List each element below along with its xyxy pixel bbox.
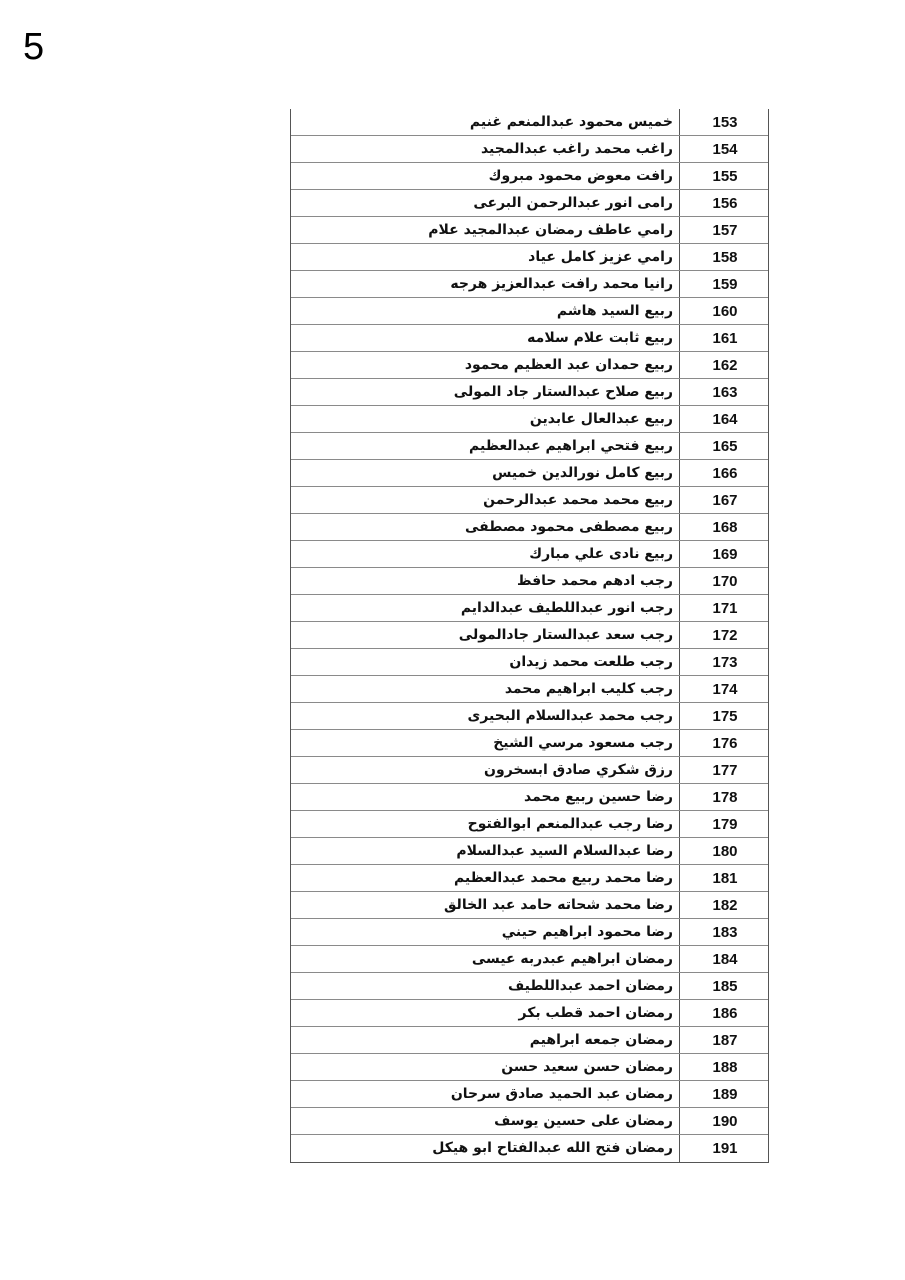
page-number: 5 <box>23 26 45 68</box>
table-row <box>291 973 768 1000</box>
serial-number-cell: 159 <box>712 276 738 293</box>
table-row <box>291 568 768 595</box>
table-row <box>291 541 768 568</box>
serial-number-cell: 190 <box>712 1113 738 1130</box>
name-cell: رمضان ابراهيم عبدربه عيسى <box>291 946 680 972</box>
name-cell: رضا رجب عبدالمنعم ابوالفتوح <box>291 811 680 837</box>
table-row <box>291 379 768 406</box>
serial-number-cell: 166 <box>712 465 738 482</box>
serial-number-cell: 164 <box>712 411 738 428</box>
serial-number-cell: 179 <box>712 816 738 833</box>
serial-number-cell: 153 <box>712 114 738 131</box>
table-row <box>291 1135 768 1162</box>
name-cell: رمضان فتح الله عبدالفتاح ابو هيكل <box>291 1135 680 1162</box>
table-row <box>291 298 768 325</box>
name-cell: رمضان عبد الحميد صادق سرحان <box>291 1081 680 1107</box>
name-cell: ربيع حمدان عبد العظيم محمود <box>291 352 680 378</box>
name-cell: رضا محمود ابراهيم حيني <box>291 919 680 945</box>
name-cell: رمضان احمد عبداللطيف <box>291 973 680 999</box>
serial-number-cell: 162 <box>712 357 738 374</box>
name-cell: رزق شكري صادق ابسخرون <box>291 757 680 783</box>
table-row <box>291 703 768 730</box>
serial-number-cell: 168 <box>712 519 738 536</box>
table-row <box>291 1108 768 1135</box>
serial-number-cell: 183 <box>712 924 738 941</box>
table-row <box>291 244 768 271</box>
name-cell: رجب محمد عبدالسلام البحيرى <box>291 703 680 729</box>
name-cell: رجب مسعود مرسي الشيخ <box>291 730 680 756</box>
serial-number-cell: 188 <box>712 1059 738 1076</box>
table-row <box>291 190 768 217</box>
serial-number-cell: 189 <box>712 1086 738 1103</box>
table-row <box>291 1027 768 1054</box>
serial-number-cell: 182 <box>712 897 738 914</box>
table-row <box>291 406 768 433</box>
serial-number-cell: 172 <box>712 627 738 644</box>
serial-number-cell: 160 <box>712 303 738 320</box>
table-row <box>291 784 768 811</box>
serial-number-cell: 171 <box>712 600 738 617</box>
name-cell: رضا حسين ربيع محمد <box>291 784 680 810</box>
table-row <box>291 1081 768 1108</box>
name-cell: ربيع محمد محمد عبدالرحمن <box>291 487 680 513</box>
serial-number-cell: 173 <box>712 654 738 671</box>
name-cell: ربيع عبدالعال عابدين <box>291 406 680 432</box>
serial-number-cell: 156 <box>712 195 738 212</box>
serial-number-cell: 170 <box>712 573 738 590</box>
name-cell: رجب سعد عبدالستار جادالمولى <box>291 622 680 648</box>
table-row <box>291 676 768 703</box>
name-cell: ربيع كامل نورالدين خميس <box>291 460 680 486</box>
name-cell: رجب كليب ابراهيم محمد <box>291 676 680 702</box>
name-cell: ربيع نادى علي مبارك <box>291 541 680 567</box>
name-cell: ربيع ثابت علام سلامه <box>291 325 680 351</box>
serial-number-cell: 154 <box>712 141 738 158</box>
serial-number-cell: 157 <box>712 222 738 239</box>
table-row <box>291 487 768 514</box>
name-cell: رمضان جمعه ابراهيم <box>291 1027 680 1053</box>
table-row <box>291 757 768 784</box>
name-cell: ربيع السيد هاشم <box>291 298 680 324</box>
name-cell: رضا محمد شحاته حامد عبد الخالق <box>291 892 680 918</box>
serial-number-cell: 161 <box>712 330 738 347</box>
serial-number-cell: 174 <box>712 681 738 698</box>
serial-number-cell: 185 <box>712 978 738 995</box>
name-cell: رجب طلعت محمد زيدان <box>291 649 680 675</box>
name-cell: رضا عبدالسلام السيد عبدالسلام <box>291 838 680 864</box>
name-cell: ربيع صلاح عبدالستار جاد المولى <box>291 379 680 405</box>
name-cell: رضا محمد ربيع محمد عبدالعظيم <box>291 865 680 891</box>
name-cell: خميس محمود عبدالمنعم غنيم <box>291 109 680 135</box>
name-cell: رامي عزيز كامل عياد <box>291 244 680 270</box>
serial-number-cell: 155 <box>712 168 738 185</box>
serial-number-cell: 165 <box>712 438 738 455</box>
serial-number-cell: 184 <box>712 951 738 968</box>
table-row <box>291 649 768 676</box>
table-row <box>291 838 768 865</box>
serial-number-cell: 180 <box>712 843 738 860</box>
serial-number-cell: 191 <box>712 1140 738 1157</box>
table-row <box>291 136 768 163</box>
name-cell: رجب ادهم محمد حافظ <box>291 568 680 594</box>
table-row <box>291 325 768 352</box>
table-row <box>291 919 768 946</box>
serial-number-cell: 163 <box>712 384 738 401</box>
table-row <box>291 946 768 973</box>
table-row <box>291 352 768 379</box>
serial-number-cell: 175 <box>712 708 738 725</box>
serial-number-cell: 169 <box>712 546 738 563</box>
name-cell: رجب انور عبداللطيف عبدالدايم <box>291 595 680 621</box>
name-cell: رانيا محمد رافت عبدالعزيز هرجه <box>291 271 680 297</box>
name-cell: راغب محمد راغب عبدالمجيد <box>291 136 680 162</box>
table-row <box>291 730 768 757</box>
table-row <box>291 433 768 460</box>
table-row <box>291 460 768 487</box>
serial-number-cell: 177 <box>712 762 738 779</box>
name-cell: ربيع مصطفى محمود مصطفى <box>291 514 680 540</box>
table-row <box>291 514 768 541</box>
name-cell: رمضان احمد قطب بكر <box>291 1000 680 1026</box>
serial-number-cell: 186 <box>712 1005 738 1022</box>
name-cell: رافت معوض محمود مبروك <box>291 163 680 189</box>
table-row <box>291 622 768 649</box>
table-row <box>291 271 768 298</box>
name-cell: رمضان حسن سعيد حسن <box>291 1054 680 1080</box>
table-row <box>291 811 768 838</box>
names-table <box>290 109 769 1163</box>
serial-number-cell: 158 <box>712 249 738 266</box>
name-cell: رمضان على حسين يوسف <box>291 1108 680 1134</box>
serial-number-cell: 181 <box>712 870 738 887</box>
serial-number-cell: 167 <box>712 492 738 509</box>
table-row <box>291 865 768 892</box>
table-row <box>291 595 768 622</box>
name-cell: رامي عاطف رمضان عبدالمجيد علام <box>291 217 680 243</box>
table-row <box>291 892 768 919</box>
table-row <box>291 217 768 244</box>
serial-number-cell: 187 <box>712 1032 738 1049</box>
table-row <box>291 1054 768 1081</box>
serial-number-cell: 176 <box>712 735 738 752</box>
table-row <box>291 163 768 190</box>
table-row <box>291 1000 768 1027</box>
name-cell: ربيع فتحي ابراهيم عبدالعظيم <box>291 433 680 459</box>
table-row <box>291 109 768 136</box>
serial-number-cell: 178 <box>712 789 738 806</box>
name-cell: رامى انور عبدالرحمن البرعى <box>291 190 680 216</box>
